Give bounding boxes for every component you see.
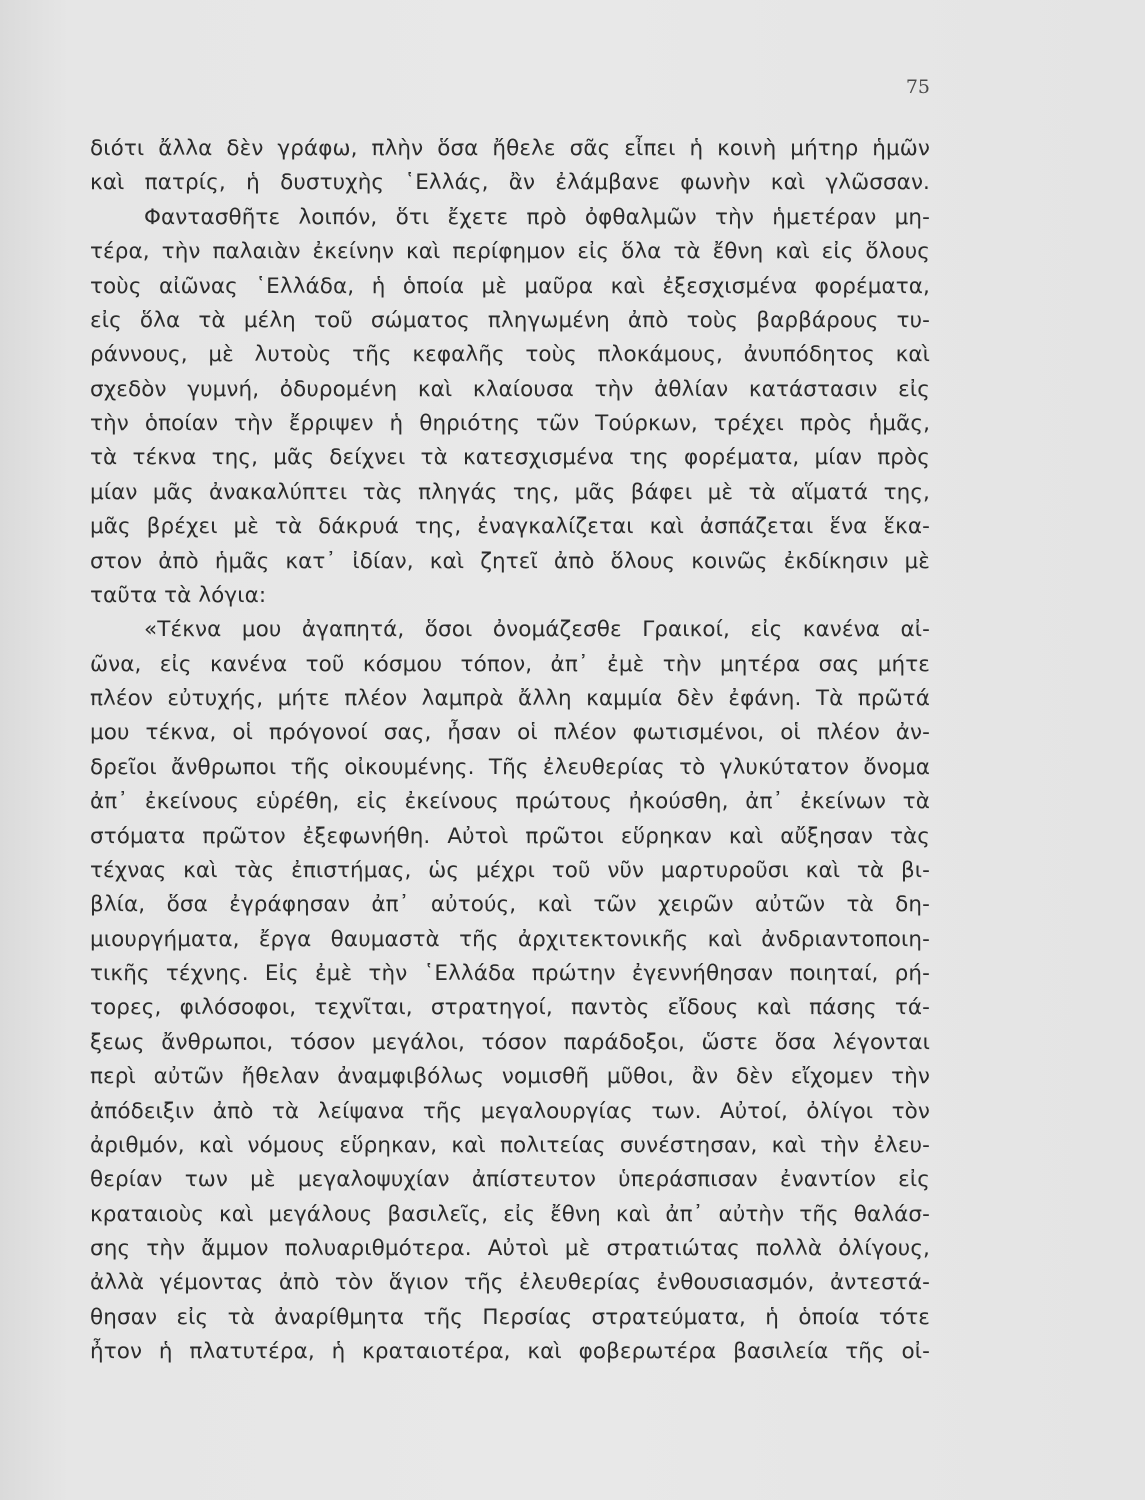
text-line: μιουργήματα, ἔργα θαυμαστὰ τῆς ἀρχιτεκτονικῆς καὶ ἀνδριαντοποιη- [90,926,930,952]
text-line: τὰ τέκνα της, μᾶς δείχνει τὰ κατεσχισμένα της φορέματα, μίαν πρὸς [90,445,930,471]
text-line: στον ἀπὸ ἡμᾶς κατ᾽ ἰδίαν, καὶ ζητεῖ ἀπὸ ὅλους κοινῶς ἐκδίκησιν μὲ [90,548,930,574]
text-line: κραταιοὺς καὶ μεγάλους βασιλεῖς, εἰς ἔθνη καὶ ἀπ᾽ αὐτὴν τῆς θαλάσ- [90,1201,930,1227]
text-line: ἀριθμόν, καὶ νόμους εὕρηκαν, καὶ πολιτείας συνέστησαν, καὶ τὴν ἐλευ- [90,1132,930,1158]
text-line: πλέον εὐτυχής, μήτε πλέον λαμπρὰ ἄλλη καμμία δὲν ἐφάνη. Τὰ πρῶτά [90,686,930,711]
page-number: 75 [905,76,930,98]
text-line: δρεῖοι ἄνθρωποι τῆς οἰκουμένης. Τῆς ἐλευθερίας τὸ γλυκύτατον ὄνομα [90,754,930,780]
text-line: μου τέκνα, οἱ πρόγονοί σας, ἦσαν οἱ πλέον φωτισμένοι, οἱ πλέον ἀν- [90,720,930,746]
text-line: τικῆς τέχνης. Εἰς ἐμὲ τὴν ῾Ελλάδα πρώτην ἐγεννήθησαν ποιηταί, ρή- [90,961,930,986]
text-line: ράννους, μὲ λυτοὺς τῆς κεφαλῆς τοὺς πλοκάμους, ἀνυπόδητος καὶ [90,342,930,368]
text-line: ῶνα, εἰς κανένα τοῦ κόσμου τόπον, ἀπ᾽ ἐμὲ τὴν μητέρα σας μήτε [90,651,930,677]
text-line: τέρα, τὴν παλαιὰν ἐκείνην καὶ περίφημον εἰς ὅλα τὰ ἔθνη καὶ εἰς ὅλους [90,239,930,265]
text-line: μᾶς βρέχει μὲ τὰ δάκρυά της, ἐναγκαλίζεται καὶ ἀσπάζεται ἕνα ἕκα- [90,514,930,540]
text-line: τέχνας καὶ τὰς ἐπιστήμας, ὡς μέχρι τοῦ νῦν μαρτυροῦσι καὶ τὰ βι- [90,857,930,883]
text-line: στόματα πρῶτον ἐξεφωνήθη. Αὐτοὶ πρῶτοι εὕρηκαν καὶ αὔξησαν τὰς [90,823,930,849]
text-line: σχεδὸν γυμνή, ὀδυρομένη καὶ κλαίουσα τὴν ἀθλίαν κατάστασιν εἰς [90,376,930,402]
text-line: καὶ πατρίς, ἡ δυστυχὴς ῾Ελλάς, ἂν ἐλάμβανε φωνὴν καὶ γλῶσσαν. [90,170,930,196]
text-line: ἀλλὰ γέμοντας ἀπὸ τὸν ἅγιον τῆς ἐλευθερίας ἐνθουσιασμόν, ἀντεστά- [90,1270,930,1296]
body-text [90,132,930,1370]
text-line: περὶ αὐτῶν ἤθελαν ἀναμφιβόλως νομισθῆ μῦθοι, ἂν δὲν εἴχομεν τὴν [90,1064,930,1090]
text-line: θησαν εἰς τὰ ἀναρίθμητα τῆς Περσίας στρατεύματα, ἡ ὁποία τότε [90,1304,930,1330]
text-line: ταῦτα τὰ λόγια: [90,582,267,608]
text-line: μίαν μᾶς ἀνακαλύπτει τὰς πληγάς της, μᾶς βάφει μὲ τὰ αἵματά της, [90,479,930,505]
text-line: Φαντασθῆτε λοιπόν, ὅτι ἔχετε πρὸ ὀφθαλμῶν τὴν ἡμετέραν μη- [144,204,930,230]
text-line: ξεως ἄνθρωποι, τόσον μεγάλοι, τόσον παράδοξοι, ὥστε ὅσα λέγονται [90,1029,930,1055]
text-line: τοὺς αἰῶνας ῾Ελλάδα, ἡ ὁποία μὲ μαῦρα καὶ ἐξεσχισμένα φορέματα, [90,273,930,299]
text-line: σης τὴν ἄμμον πολυαριθμότερα. Αὐτοὶ μὲ στρατιώτας πολλὰ ὀλίγους, [90,1236,930,1261]
text-line: ἦτον ἡ πλατυτέρα, ἡ κραταιοτέρα, καὶ φοβερωτέρα βασιλεία τῆς οἰ- [90,1339,930,1365]
text-line: τὴν ὁποίαν τὴν ἔρριψεν ἡ θηριότης τῶν Τούρκων, τρέχει πρὸς ἡμᾶς, [90,411,930,436]
text-line: ἀπ᾽ ἐκείνους εὑρέθη, εἰς ἐκείνους πρώτους ἠκούσθη, ἀπ᾽ ἐκείνων τὰ [90,789,930,815]
text-line: βλία, ὅσα ἐγράφησαν ἀπ᾽ αὐτούς, καὶ τῶν χειρῶν αὐτῶν τὰ δη- [90,892,930,918]
text-line: τορες, φιλόσοφοι, τεχνῖται, στρατηγοί, παντὸς εἴδους καὶ πάσης τά- [90,995,930,1021]
text-line: θερίαν των μὲ μεγαλοψυχίαν ἀπίστευτον ὑπεράσπισαν ἐναντίον εἰς [90,1167,930,1193]
text-line: διότι ἄλλα δὲν γράφω, πλὴν ὅσα ἤθελε σᾶς εἶπει ἡ κοινὴ μήτηρ ἡμῶν [90,136,930,161]
text-line: εἰς ὅλα τὰ μέλη τοῦ σώματος πληγωμένη ἀπὸ τοὺς βαρβάρους τυ- [90,307,930,333]
text-line: «Τέκνα μου ἀγαπητά, ὅσοι ὀνομάζεσθε Γραικοί, εἰς κανένα αἰ- [144,617,930,643]
text-line: ἀπόδειξιν ἀπὸ τὰ λείψανα τῆς μεγαλουργίας των. Αὐτοί, ὀλίγοι τὸν [90,1098,930,1124]
